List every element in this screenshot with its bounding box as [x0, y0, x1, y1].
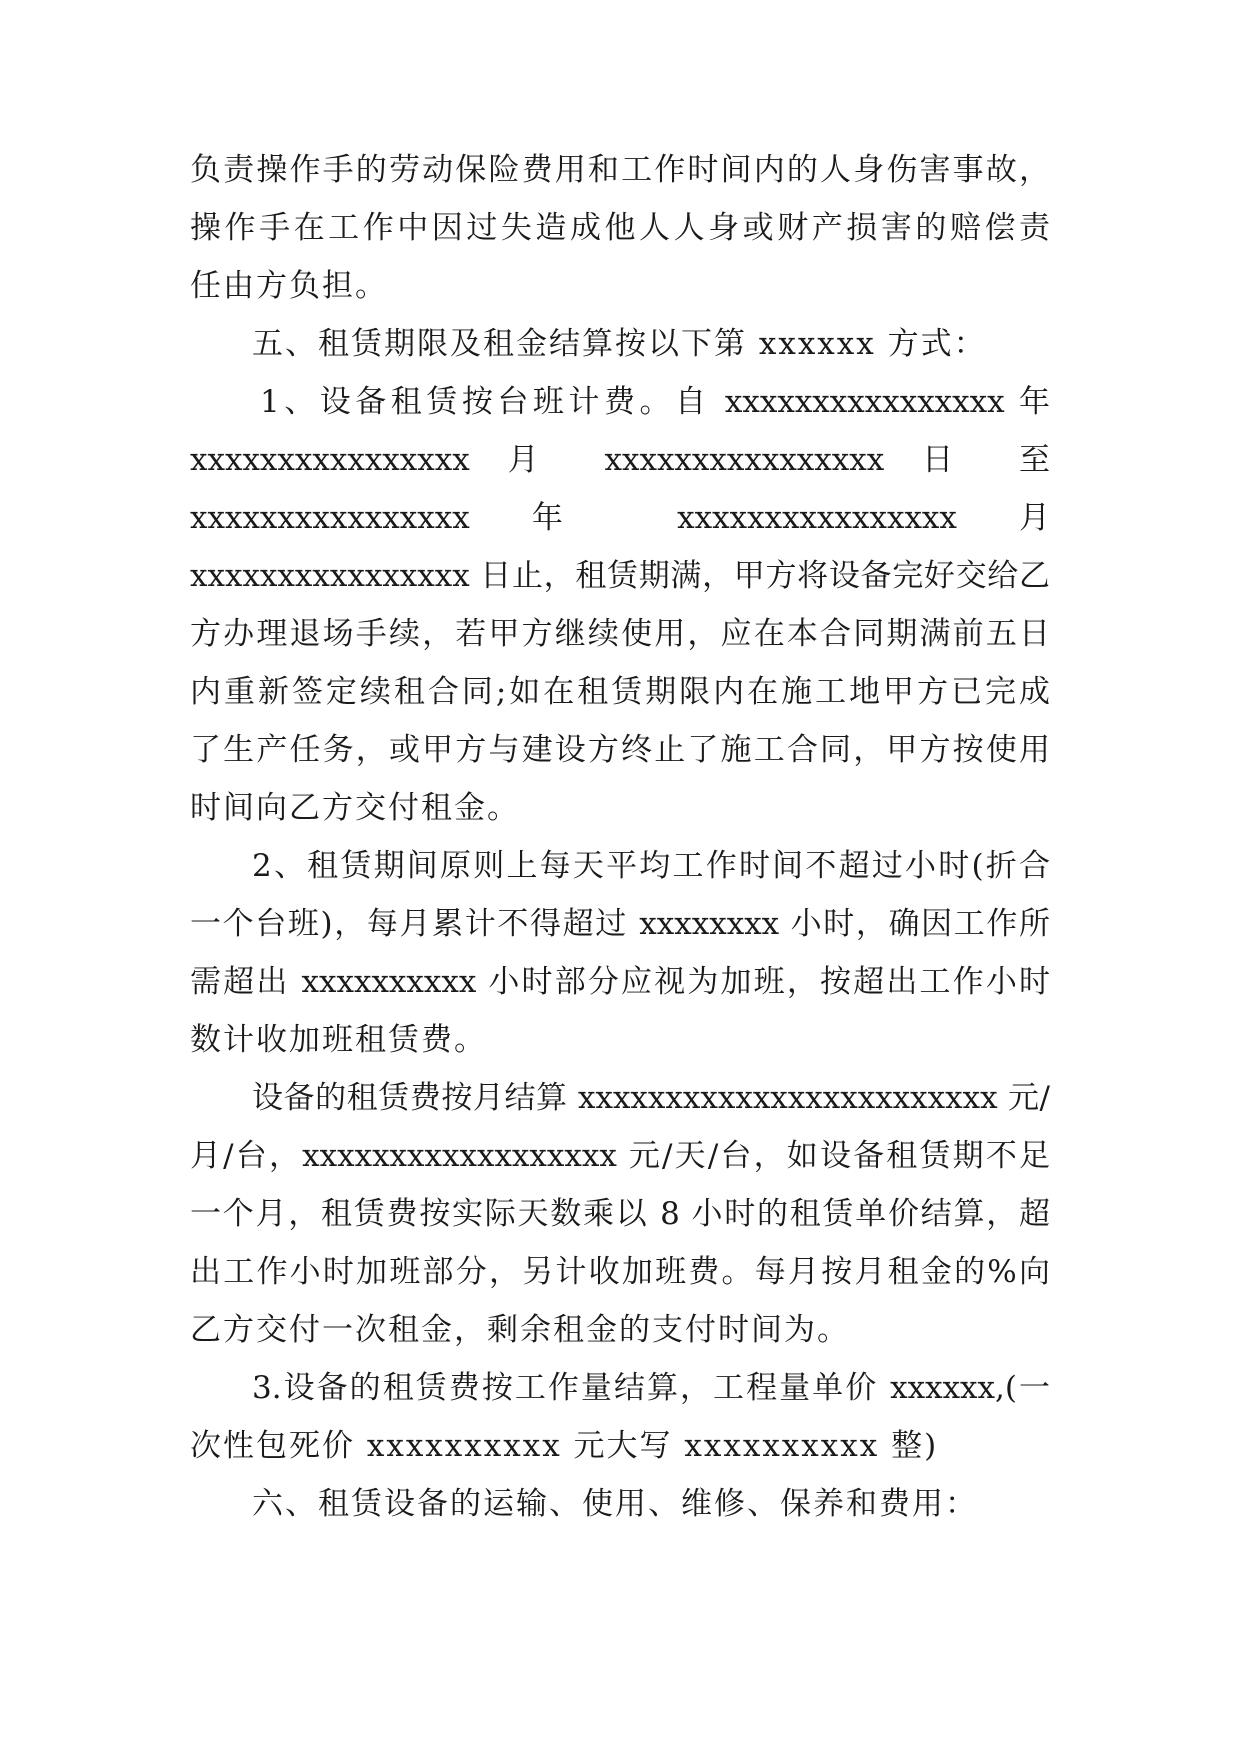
text-line-3: 任由方负担。	[190, 268, 388, 304]
text-line-7: xxxxxxxxxxxxxxxx 年 xxxxxxxxxxxxxxxx 月	[190, 500, 1050, 536]
text-line-21: 乙方交付一次租金，剩余租金的支付时间为。	[190, 1312, 850, 1348]
text-line-2: 操作手在工作中因过失造成他人人身或财产损害的赔偿责	[190, 210, 1050, 246]
text-line-8: xxxxxxxxxxxxxxxx 日止，租赁期满，甲方将设备完好交给乙	[190, 558, 1050, 594]
text-line-20: 出工作小时加班部分，另计收加班费。每月按月租金的%向	[190, 1254, 1050, 1290]
text-line-18: 月/台，xxxxxxxxxxxxxxxxxx 元/天/台，如设备租赁期不足	[190, 1138, 1050, 1174]
text-line-5: 1、设备租赁按台班计费。自 xxxxxxxxxxxxxxxx 年	[260, 384, 1050, 420]
text-line-22: 3.设备的租赁费按工作量结算，工程量单价 xxxxxx,(一	[252, 1370, 1050, 1406]
text-line-11: 了生产任务，或甲方与建设方终止了施工合同，甲方按使用	[190, 732, 1050, 768]
text-line-12: 时间向乙方交付租金。	[190, 790, 520, 826]
text-line-19: 一个月，租赁费按实际天数乘以 8 小时的租赁单价结算，超	[190, 1196, 1050, 1232]
text-line-1: 负责操作手的劳动保险费用和工作时间内的人身伤害事故，	[190, 152, 1050, 188]
section-heading-6: 六、租赁设备的运输、使用、维修、保养和费用：	[252, 1486, 978, 1522]
text-line-23: 次性包死价 xxxxxxxxxx 元大写 xxxxxxxxxx 整)	[190, 1428, 939, 1464]
text-line-17: 设备的租赁费按月结算 xxxxxxxxxxxxxxxxxxxxxxxx 元/	[252, 1080, 1050, 1116]
section-heading-5: 五、租赁期限及租金结算按以下第 xxxxxx 方式：	[252, 326, 987, 362]
text-line-9: 方办理退场手续，若甲方继续使用，应在本合同期满前五日	[190, 616, 1050, 652]
text-line-15: 需超出 xxxxxxxxxx 小时部分应视为加班，按超出工作小时	[190, 964, 1050, 1000]
text-line-16: 数计收加班租赁费。	[190, 1022, 487, 1058]
text-line-10: 内重新签定续租合同;如在租赁期限内在施工地甲方已完成	[190, 674, 1050, 710]
text-line-14: 一个台班)，每月累计不得超过 xxxxxxxx 小时，确因工作所	[190, 906, 1050, 942]
text-line-13: 2、租赁期间原则上每天平均工作时间不超过小时(折合	[252, 848, 1050, 884]
text-line-6: xxxxxxxxxxxxxxxx 月 xxxxxxxxxxxxxxxx 日 至	[190, 442, 1050, 478]
